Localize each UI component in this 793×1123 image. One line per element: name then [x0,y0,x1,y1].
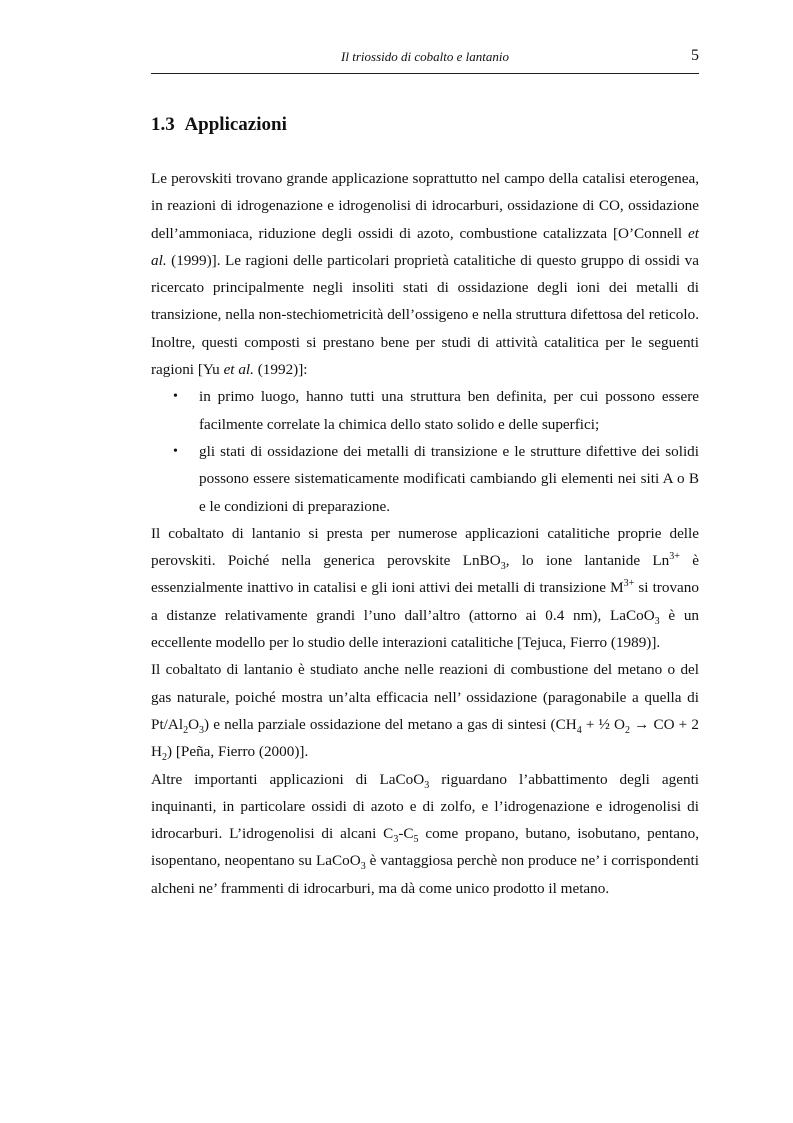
subscript: 2 [625,724,631,736]
text-run: si trovano a distanze relativamente grandi l’uno dall’altro (attorno ai 0.4 nm), LaCoO [151,579,699,624]
header-rule [151,73,699,74]
text-run: Il cobaltato di lantanio è studiato anche nelle reazioni di combustione del metano o del gas naturale, poiché mostra un’alta efficacia nell’ ossidazione (paragonabile a quella di Pt/Al [151,661,699,733]
text-run: , lo ione lantanide Ln [505,552,670,570]
subscript: 3 [199,724,205,736]
bullet-icon: • [173,389,178,405]
text-run: → CO + 2 H [151,715,699,761]
subscript: 3 [393,834,399,846]
text-run: è essenzialmente inattivo in catalisi e gli ioni attivi dei metalli di transizione M [151,552,699,597]
paragraph-4 [151,766,699,902]
text-run: Altre importanti applicazioni di LaCoO [151,770,425,788]
text-run: riguardano l’abbattimento degli agenti inquinanti, in particolare ossidi di azoto e di zolfo, e l’idrogenazione e idrogenolisi di idrocarburi. L’idrogenolisi di alcani C [151,770,700,843]
text-run: -C [398,825,414,843]
subscript: 5 [413,834,419,846]
paragraph-3 [151,656,699,765]
body-text [151,165,699,902]
superscript: 3+ [623,578,635,590]
list-item [151,438,699,520]
page-header [151,45,699,73]
italic-run: et al. [223,361,254,379]
text-run: ) e nella parziale ossidazione del metano a gas di sintesi (CH [204,715,577,733]
text-run: è un eccellente modello per lo studio delle interazioni catalitiche [Tejuca, Fierro (1989)]. [151,606,700,652]
subscript: 2 [183,724,189,736]
text-run: ) [Peña, Fierro (2000)]. [166,743,309,761]
text-run: Il cobaltato di lantanio si presta per numerose applicazioni catalitiche proprie delle perovskiti. Poiché nella generica perovskite LnBO [151,524,699,570]
italic-run: et al. [151,224,699,269]
subscript: 2 [161,752,167,764]
text-run: (1999)]. Le ragioni delle particolari proprietà catalitiche di questo gruppo di ossidi va ricercato principalmente negli insoliti stati di ossidazione degli ioni dei metalli di transizione, nella non-stechiometricità dell’ossigeno e nella struttura difettosa del reticolo. Inoltre, questi composti si prestano bene per studi di attività catalitica per le seguenti ragioni [Yu [151,251,699,379]
paragraph-1 [151,165,699,383]
subscript: 3 [500,561,506,573]
bullet-list [151,383,699,519]
list-item-text: gli stati di ossidazione dei metalli di transizione e le strutture difettive dei solidi possono essere sistematicamente modificati cambiando gli elementi nei siti A o B e le condizioni di preparazione. [199,442,699,515]
section-title: Applicazioni [184,114,287,135]
list-item-text: in primo luogo, hanno tutti una struttura ben definita, per cui possono essere facilmente correlate la chimica dello stato solido e delle superfici; [199,388,699,433]
running-title: Il triossido di cobalto e lantanio [341,49,509,64]
section-heading [151,114,287,136]
text-run: O [188,715,200,733]
subscript: 3 [424,779,430,791]
text-run: + ½ O [581,715,626,733]
subscript: 3 [654,615,660,627]
superscript: 3+ [669,551,680,563]
text-run: Le perovskiti trovano grande applicazione soprattutto nel campo della catalisi eterogenea, in reazioni di idrogenazione e idrogenolisi di idrocarburi, ossidazione di CO, ossidazione dell’ammoniaca, riduzione degli ossidi di azoto, combustione catalizzata [O’Connell [151,170,699,242]
paragraph-2 [151,520,699,656]
text-run: è vantaggiosa perchè non produce ne’ i corrispondenti alcheni ne’ frammenti di idrocarburi, ma dà come unico prodotto il metano. [151,852,699,897]
page-number: 5 [691,47,699,64]
section-number: 1.3 [151,114,175,135]
text-run: come propano, butano, isobutano, pentano, isopentano, neopentano su LaCoO [151,825,699,870]
subscript: 3 [360,861,366,873]
bullet-icon: • [173,443,178,459]
list-item [151,383,699,438]
subscript: 4 [576,724,582,736]
text-run: (1992)]: [253,361,308,379]
